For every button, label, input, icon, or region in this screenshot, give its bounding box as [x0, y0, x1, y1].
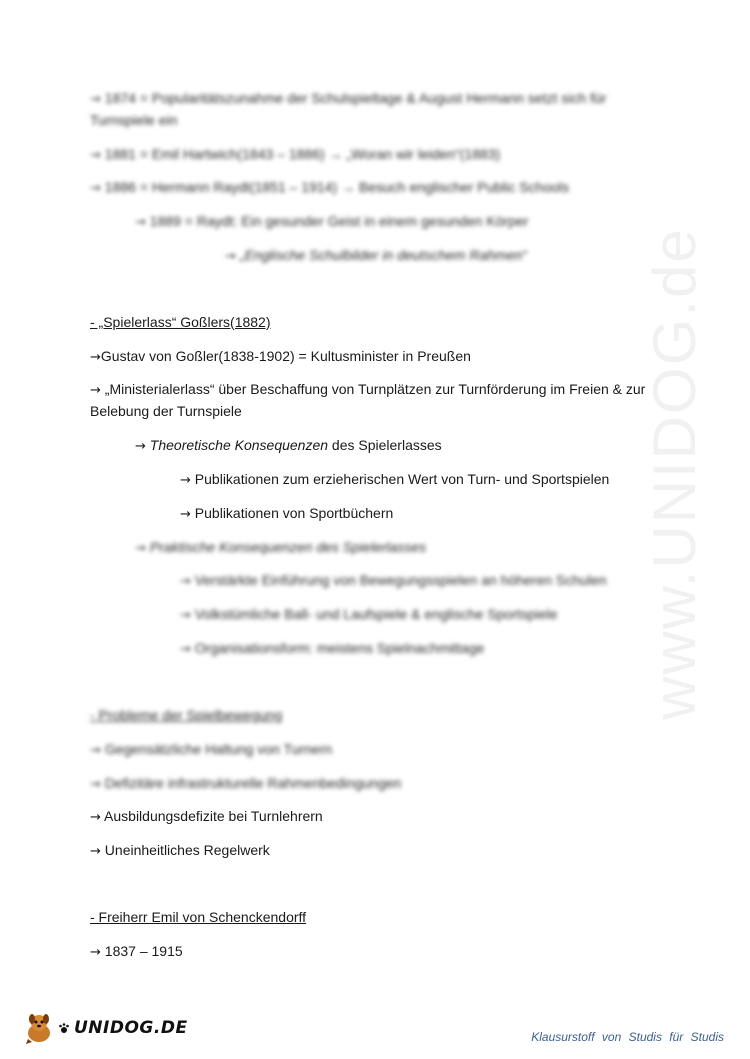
unidog-logo[interactable]: [22, 1010, 188, 1046]
list-item: [180, 570, 607, 592]
arrow-icon: →: [90, 844, 101, 859]
arrow-icon: →: [135, 439, 146, 454]
item-text: Praktische Konsequenzen des Spielerlasses: [149, 539, 427, 555]
footer-tagline: Klausurstoff von Studis für Studis: [531, 1030, 724, 1044]
arrow-icon: →: [90, 383, 101, 398]
item-text: Gegensätzliche Haltung von Turnern: [104, 741, 333, 757]
item-text: Defizitäre infrastrukturelle Rahmenbedingungen: [104, 775, 402, 791]
arrow-icon: →: [90, 743, 101, 758]
list-item: [90, 346, 471, 368]
item-text: „Ministerialerlass“ über Beschaffung von Turnplätzen zur Turnförderung im Freien & zur Belebung der Turnspiele: [90, 381, 646, 419]
arrow-icon: →: [180, 473, 191, 488]
arrow-icon: →: [90, 92, 101, 107]
arrow-icon: →: [90, 181, 101, 196]
item-text: Verstärkte Einführung von Bewegungsspielen an höheren Schulen: [194, 572, 607, 588]
item-text: Gustav von Goßler(1838-1902) = Kultusminister in Preußen: [100, 348, 471, 364]
arrow-icon: →: [180, 574, 191, 589]
arrow-icon: →: [225, 249, 236, 264]
arrow-icon: →: [135, 215, 146, 230]
arrow-icon: →: [180, 507, 191, 522]
list-item: [135, 435, 442, 457]
item-text: Publikationen von Sportbüchern: [194, 505, 394, 521]
item-text: Publikationen zum erzieherischen Wert von Turn- und Sportspielen: [194, 471, 610, 487]
list-item: [90, 379, 650, 422]
arrow-icon: →: [90, 945, 101, 960]
logo-text: UNIDOG.DE: [74, 1018, 188, 1038]
list-item: [90, 941, 183, 963]
item-text: Uneinheitliches Regelwerk: [104, 842, 270, 858]
arrow-icon: →: [90, 148, 101, 163]
list-item: [180, 604, 557, 626]
paw-icon: [58, 1022, 70, 1034]
blurred-line-1881: [90, 144, 500, 166]
item-text: Organisationsform: meistens Spielnachmittage: [194, 640, 485, 656]
blurred-text: 1874 = Popularitätszunahme der Schulspieltage & August Hermann setzt sich für Turnspiele ein: [90, 90, 607, 128]
theoretical-rest: des Spielerlasses: [328, 437, 442, 453]
item-text: Volkstümliche Ball- und Laufspiele & englische Sportspiele: [194, 606, 558, 622]
blurred-line-schulbilder: [225, 245, 527, 267]
list-item: [90, 806, 323, 828]
blurred-line-1889: [135, 211, 528, 233]
arrow-icon: →: [180, 642, 191, 657]
arrow-icon: →: [90, 777, 101, 792]
blurred-text: „Englische Schulbilder in deutschem Rahmen“: [239, 247, 527, 263]
list-item: [90, 773, 401, 795]
watermark: www.UNIDOG.de: [641, 227, 708, 720]
item-text: Ausbildungsdefizite bei Turnlehrern: [104, 808, 323, 824]
section-heading-spielerlass: - „Spielerlass“ Goßlers(1882): [90, 314, 271, 330]
list-item: [180, 469, 609, 491]
blurred-text: 1886 = Hermann Raydt(1851 – 1914) → Besuch englischer Public Schools: [104, 179, 570, 195]
arrow-icon: →: [180, 608, 191, 623]
arrow-icon: →: [90, 810, 101, 825]
blurred-line-1874: [90, 88, 650, 131]
blurred-text: 1881 = Emil Hartwich(1843 – 1886) → „Woran wir leiden“(1883): [104, 146, 501, 162]
item-text: 1837 – 1915: [104, 943, 183, 959]
section-heading-schenckendorff: - Freiherr Emil von Schenckendorff: [90, 909, 307, 925]
list-item: [180, 503, 393, 525]
list-item: [135, 537, 426, 559]
blurred-line-1886: [90, 177, 569, 199]
dog-mascot-icon: [22, 1011, 56, 1045]
section-heading-probleme: - Probleme der Spielbewegung: [90, 707, 283, 723]
theoretical-label: Theoretische Konsequenzen: [149, 437, 329, 453]
arrow-icon: →: [90, 350, 101, 365]
arrow-icon: →: [135, 541, 146, 556]
list-item: [90, 840, 270, 862]
blurred-text: 1889 = Raydt: Ein gesunder Geist in einem gesunden Körper: [149, 213, 529, 229]
list-item: [180, 638, 484, 660]
list-item: [90, 739, 332, 761]
